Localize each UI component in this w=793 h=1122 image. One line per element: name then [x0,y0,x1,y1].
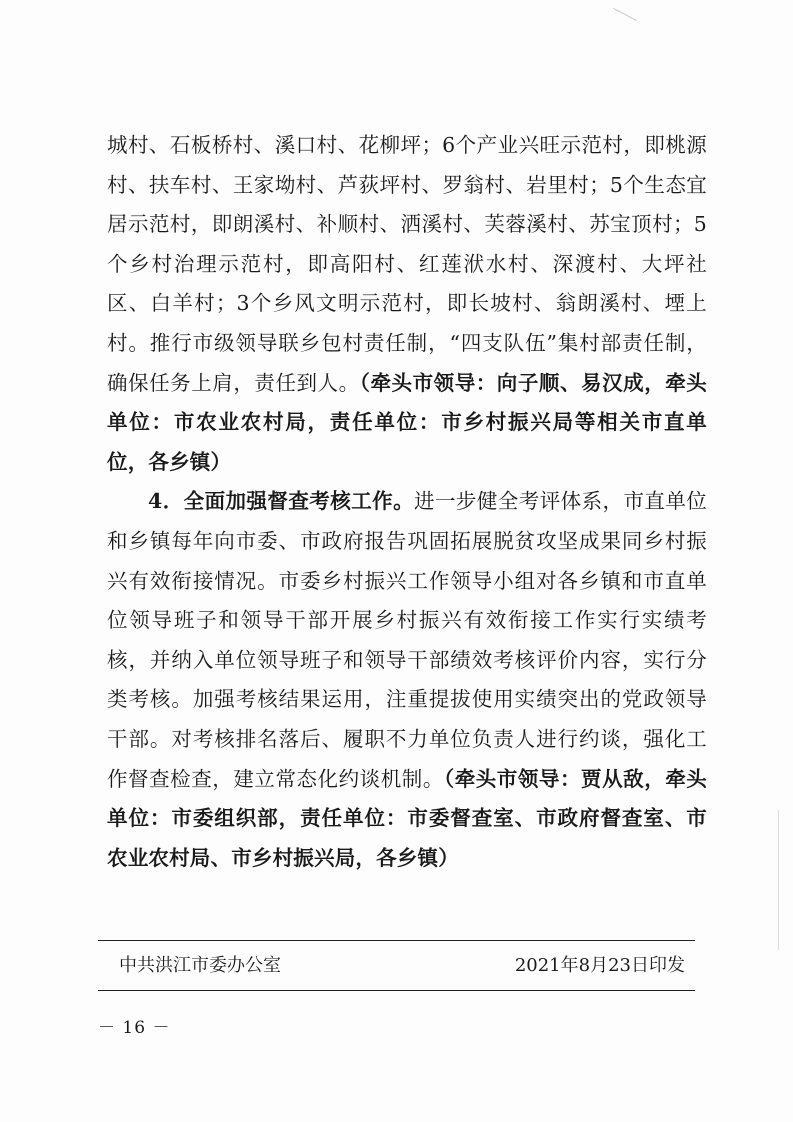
footer-rule-bottom [98,990,695,991]
section-heading: 4．全面加强督查考核工作。 [148,489,415,514]
scan-artifact-top [613,8,636,21]
responsibility-note: （牵头市领导：贾从敌，牵头单位：市委组织部，责任单位：市委督查室、市政府督查室、市农业农村局、市乡村振兴局，各乡镇） [107,766,707,870]
issue-date: 2021年8月23日印发 [514,955,685,976]
scan-artifact-edge [778,810,779,950]
responsibility-note: （牵头市领导：向子顺、易汉成，牵头单位：市农业农村局，责任单位：市乡村振兴局等相关市直单位，各乡镇） [107,370,707,474]
document-body [107,126,707,878]
footer-rule-top [98,940,695,941]
paragraph-text: 进一步健全考评体系，市直单位和乡镇每年向市委、市政府报告巩固拓展脱贫攻坚成果同乡村振兴有效衔接情况。市委乡村振兴工作领导小组对各乡镇和市直单位领导班子和领导干部开展乡村振兴有效衔接工作实行实绩考核，并纳入单位领导班子和领导干部绩效考核评价内容，实行分类考核。加强考核结果运用，注重提拔使用实绩突出的党政领导干部。对考核排名落后、履职不力单位负责人进行约谈，强化工作督查检查，建立常态化约谈机制。 [107,489,707,791]
paragraph-supervision [107,482,707,878]
page-number: － 16 － [98,1018,171,1038]
issuer-name: 中共洪江市委办公室 [119,955,281,976]
paragraph-text: 城村、石板桥村、溪口村、花柳坪；6个产业兴旺示范村，即桃源村、扶车村、王家坳村、芦荻坪村、罗翁村、岩里村；5个生态宜居示范村，即朗溪村、补顺村、洒溪村、芙蓉溪村、苏宝顶村；5个乡村治理示范村，即高阳村、红莲洑水村、深渡村、大坪社区、白羊村；3个乡风文明示范村，即长坡村、翁朗溪村、堙上村。推行市级领导联乡包村责任制，“四支队伍”集村部责任制，确保任务上肩，责任到人。 [107,133,707,395]
paragraph-continued [107,126,707,482]
